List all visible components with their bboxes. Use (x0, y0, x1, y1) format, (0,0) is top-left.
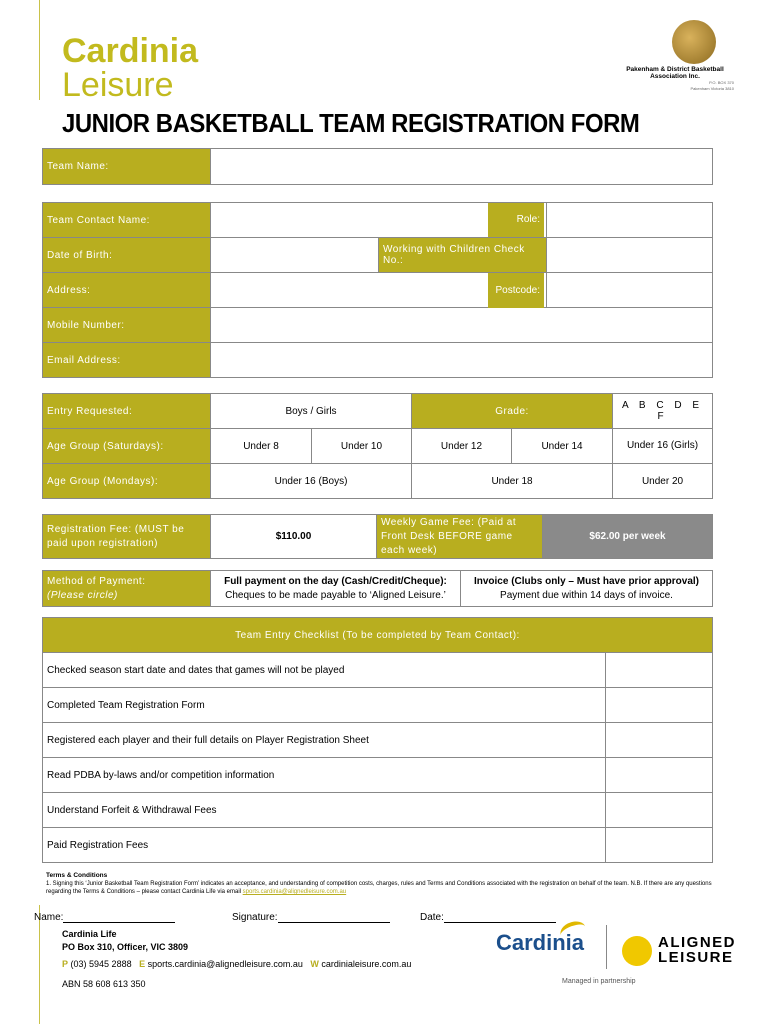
checklist-box[interactable] (606, 758, 713, 793)
wwcc-label: Working with Children Check No.: (379, 238, 547, 273)
pdba-logo (614, 18, 736, 102)
signature-label: Signature: (232, 912, 278, 923)
terms-section (46, 872, 716, 896)
checklist-table (42, 617, 713, 863)
age-sat-option[interactable]: Under 10 (312, 429, 412, 464)
checklist-box[interactable] (606, 828, 713, 863)
entry-table (42, 393, 713, 499)
checklist-box[interactable] (606, 688, 713, 723)
pdba-address (634, 80, 734, 92)
checklist-item: Completed Team Registration Form (43, 688, 606, 723)
contact-web[interactable]: cardinialeisure.com.au (321, 959, 412, 969)
checklist-item: Paid Registration Fees (43, 828, 606, 863)
pdba-addr2: Pakenham Victoria 3810 (690, 86, 734, 91)
email-label: Email Address: (43, 343, 211, 378)
reg-fee-label: Registration Fee: (MUST be paid upon registration) (43, 515, 211, 559)
leisure-text: LEISURE (658, 949, 734, 966)
weekly-fee-label: Weekly Game Fee: (Paid at Front Desk BEFORE game each week) (377, 515, 543, 559)
payment-table (42, 570, 713, 607)
pdba-addr1: P.O. BOX 370 (709, 80, 734, 85)
team-name-field[interactable] (211, 149, 713, 185)
postcode-field[interactable] (547, 273, 713, 308)
aligned-leisure-icon (622, 936, 652, 966)
payment-option-invoice-note: Payment due within 14 days of invoice. (500, 589, 673, 601)
pdba-name: Pakenham & District Basketball Association Inc. (626, 66, 724, 80)
age-mon-option[interactable]: Under 16 (Boys) (211, 464, 412, 499)
wwcc-field[interactable] (547, 238, 713, 273)
age-mon-option[interactable]: Under 20 (613, 464, 713, 499)
weekly-fee-value: $62.00 per week (543, 515, 713, 559)
email-label-footer: E (139, 959, 146, 969)
checklist-item: Registered each player and their full details on Player Registration Sheet (43, 723, 606, 758)
age-mon-label: Age Group (Mondays): (43, 464, 211, 499)
age-sat-option[interactable]: Under 16 (Girls) (613, 429, 713, 464)
email-field[interactable] (211, 343, 713, 378)
contact-line (62, 958, 411, 971)
name-line[interactable] (63, 913, 175, 923)
brand-line1: Cardinia (62, 32, 199, 70)
checklist-box[interactable] (606, 723, 713, 758)
dob-label: Date of Birth: (43, 238, 211, 273)
checklist-item: Checked season start date and dates that games will not be played (43, 653, 606, 688)
age-sat-option[interactable]: Under 8 (211, 429, 312, 464)
contact-address: PO Box 310, Officer, VIC 3809 (62, 942, 189, 952)
grade-label: Grade: (412, 394, 613, 429)
payment-option-full[interactable] (211, 571, 461, 607)
brand-line2: Leisure (62, 66, 174, 104)
mobile-field[interactable] (211, 308, 713, 343)
contact-block (62, 928, 411, 991)
contact-table (42, 202, 713, 378)
checklist-item: Understand Forfeit & Withdrawal Fees (43, 793, 606, 828)
basketball-icon (672, 20, 716, 64)
age-sat-label: Age Group (Saturdays): (43, 429, 211, 464)
checklist-box[interactable] (606, 793, 713, 828)
logo-divider (606, 925, 607, 969)
team-name-table (42, 148, 713, 185)
role-label: Role: (488, 203, 544, 237)
contact-email[interactable]: sports.cardinia@alignedleisure.com.au (147, 959, 303, 969)
contact-phone: (03) 5945 2888 (70, 959, 132, 969)
form-title: JUNIOR BASKETBALL TEAM REGISTRATION FORM (62, 108, 640, 138)
payment-option-full-title: Full payment on the day (Cash/Credit/Cheque): (224, 575, 447, 587)
aligned-leisure-logo (658, 935, 736, 965)
age-sat-option[interactable]: Under 14 (512, 429, 613, 464)
age-mon-option[interactable]: Under 18 (412, 464, 613, 499)
margin-rule (39, 0, 40, 100)
terms-email-link[interactable]: sports.cardinia@alignedleisure.com.au (242, 889, 347, 895)
contact-org: Cardinia Life (62, 929, 117, 939)
payment-label-line1: Method of Payment: (47, 575, 146, 587)
dob-field[interactable] (211, 238, 379, 273)
postcode-label: Postcode: (488, 273, 544, 308)
name-signoff[interactable] (34, 912, 175, 923)
payment-label-line2: (Please circle) (47, 589, 118, 601)
phone-label: P (62, 959, 69, 969)
managed-note: Managed in partnership (562, 978, 636, 985)
address-label: Address: (43, 273, 211, 308)
role-field[interactable] (547, 203, 713, 238)
date-signoff[interactable] (420, 912, 556, 923)
fees-table (42, 514, 713, 559)
payment-option-full-note: Cheques to be made payable to ‘Aligned Leisure.’ (225, 589, 446, 601)
terms-heading: Terms & Conditions (46, 872, 108, 879)
checklist-header: Team Entry Checklist (To be completed by Team Contact): (43, 618, 713, 653)
contact-abn: ABN 58 608 613 350 (62, 979, 146, 989)
checklist-item: Read PDBA by-laws and/or competition information (43, 758, 606, 793)
contact-name-label: Team Contact Name: (43, 203, 211, 238)
age-sat-option[interactable]: Under 12 (412, 429, 512, 464)
checklist-box[interactable] (606, 653, 713, 688)
reg-fee-value: $110.00 (211, 515, 377, 559)
cardinia-logo: Cardinia (496, 930, 585, 955)
date-line[interactable] (444, 913, 556, 923)
payment-option-invoice[interactable] (461, 571, 713, 607)
payment-label (43, 571, 211, 607)
mobile-label: Mobile Number: (43, 308, 211, 343)
cardinia-leisure-logo (62, 34, 198, 102)
date-label: Date: (420, 912, 444, 923)
aligned-text: ALIGNED (658, 934, 736, 951)
entry-value[interactable]: Boys / Girls (211, 394, 412, 429)
web-label: W (310, 959, 319, 969)
signature-signoff[interactable] (232, 912, 390, 923)
payment-option-invoice-title: Invoice (Clubs only – Must have prior approval) (473, 575, 700, 587)
team-name-label: Team Name: (43, 149, 211, 185)
name-label: Name: (34, 912, 64, 923)
entry-label: Entry Requested: (43, 394, 211, 429)
grade-options[interactable]: A B C D E F (613, 394, 713, 429)
signature-line[interactable] (278, 913, 390, 923)
terms-text: 1. Signing this ‘Junior Basketball Team Registration Form’ indicates an acceptance, and understanding of competition costs, charges, rules and Terms and Conditions associated with the registration on behalf of the team. N.B. If there are any questions regarding the Terms & Conditions – please contact Cardinia Life via email (46, 881, 712, 895)
